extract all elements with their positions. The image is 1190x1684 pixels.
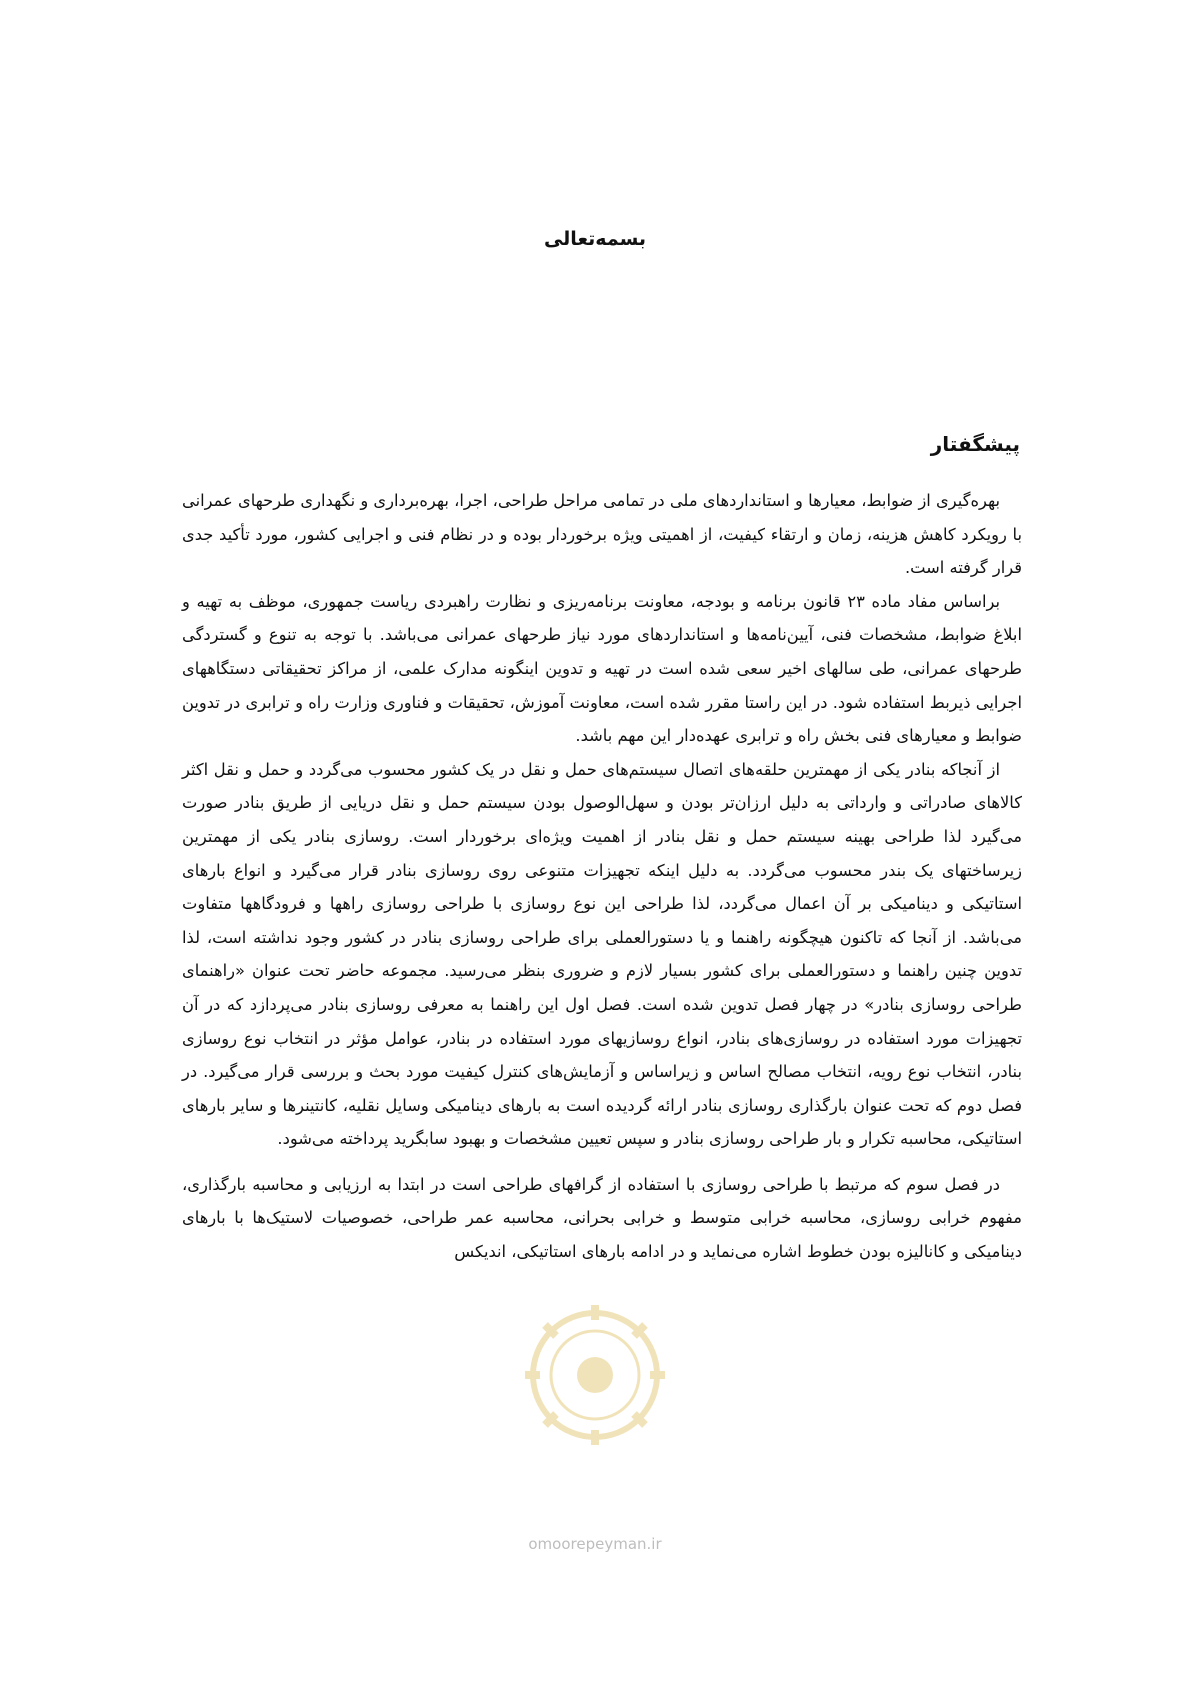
section-heading: پیشگفتار (930, 432, 1020, 456)
watermark-url: omoorepeyman.ir (528, 1535, 662, 1553)
invocation-title: بسمه‌تعالی (543, 228, 647, 250)
paragraph-3: از آنجاکه بنادر یکی از مهمترین حلقه‌های اتصال سیستم‌های حمل و نقل در یک کشور محسوب می‌گردد و حمل و نقل اکثر کالاهای صادراتی و وارداتی به دلیل ارزان‌تر بودن و سهل‌الوصول بودن سیستم حمل و نقل دریایی از طریق بنادر صورت می‌گیرد لذا طراحی بهینه سیستم حمل و نقل بنادر از اهمیت ویژه‌ای برخوردار است. روسازی بنادر یکی از مهمترین زیرساختهای یک بندر محسوب می‌گردد. به دلیل اینکه تجهیزات متنوعی روی روسازی بنادر قرار می‌گیرد و انواع بارهای استاتیکی و دینامیکی بر آن اعمال می‌گردد، لذا طراحی این نوع روسازی با طراحی روسازی راهها و فرودگاهها متفاوت می‌باشد. از آنجا که تاکنون هیچگونه راهنما و یا دستورالعملی برای طراحی روسازی بنادر در کشور وجود نداشته است، لذا تدوین چنین راهنما و دستورالعملی برای کشور بسیار لازم و ضروری بنظر می‌رسید. مجموعه حاضر تحت عنوان «راهنمای طراحی روسازی بنادر» در چهار فصل تدوین شده است. فصل اول این راهنما به معرفی روسازی بنادر می‌پردازد که در آن تجهیزات مورد استفاده در روسازی‌های بنادر، انواع روسازیهای مورد استفاده در بنادر، عوامل مؤثر در انتخاب نوع روسازی بنادر، انتخاب نوع رویه، انتخاب مصالح اساس و زیراساس و آزمایش‌های کنترل کیفیت مورد بحث و بررسی قرار می‌گیرد. در فصل دوم که تحت عنوان بارگذاری روسازی بنادر ارائه گردیده است به بارهای دینامیکی وسایل نقلیه، کانتینرها و سایر بارهای استاتیکی، محاسبه تکرار و بار طراحی روسازی بنادر و سپس تعیین مشخصات و بهبود سابگرید پرداخته می‌شود. (182, 759, 1022, 1149)
paragraph-4: در فصل سوم که مرتبط با طراحی روسازی با استفاده از گرافهای طراحی است در ابتدا به ارزیابی و محاسبه بارگذاری، مفهوم خرابی روسازی، محاسبه خرابی متوسط و خرابی بحرانی، محاسبه عمر طراحی، خصوصیات لاستیک‌ها با بارهای دینامیکی و کانالیزه بودن خطوط اشاره می‌نماید و در ادامه بارهای استاتیکی، اندیکس (182, 1174, 1022, 1262)
seal-logo-icon (520, 1300, 670, 1450)
body-text (182, 484, 1022, 1269)
paragraph-1: بهره‌گیری از ضوابط، معیارها و استانداردهای ملی در تمامی مراحل طراحی، اجرا، بهره‌برداری و نگهداری طرحهای عمرانی با رویکرد کاهش هزینه، زمان و ارتقاء کیفیت، از اهمیتی ویژه برخوردار بوده و در نظام فنی و اجرایی کشور، مورد تأکید جدی قرار گرفته است. (182, 491, 1022, 578)
paragraph-2: براساس مفاد ماده ۲۳ قانون برنامه و بودجه، معاونت برنامه‌ریزی و نظارت راهبردی ریاست جمهوری، موظف به تهیه و ابلاغ ضوابط، مشخصات فنی، آیین‌نامه‌ها و استانداردهای مورد نیاز طرحهای عمرانی می‌باشد. با توجه به تنوع و گستردگی طرحهای عمرانی، طی سالهای اخیر سعی شده است در تهیه و تدوین اینگونه مدارک علمی، از مراکز تحقیقاتی دستگاههای اجرایی ذیربط استفاده شود. در این راستا مقرر شده است، معاونت آموزش، تحقیقات و فناوری وزارت راه و ترابری در تدوین ضوابط و معیارهای فنی بخش راه و ترابری عهده‌دار این مهم باشد. (182, 591, 1022, 746)
